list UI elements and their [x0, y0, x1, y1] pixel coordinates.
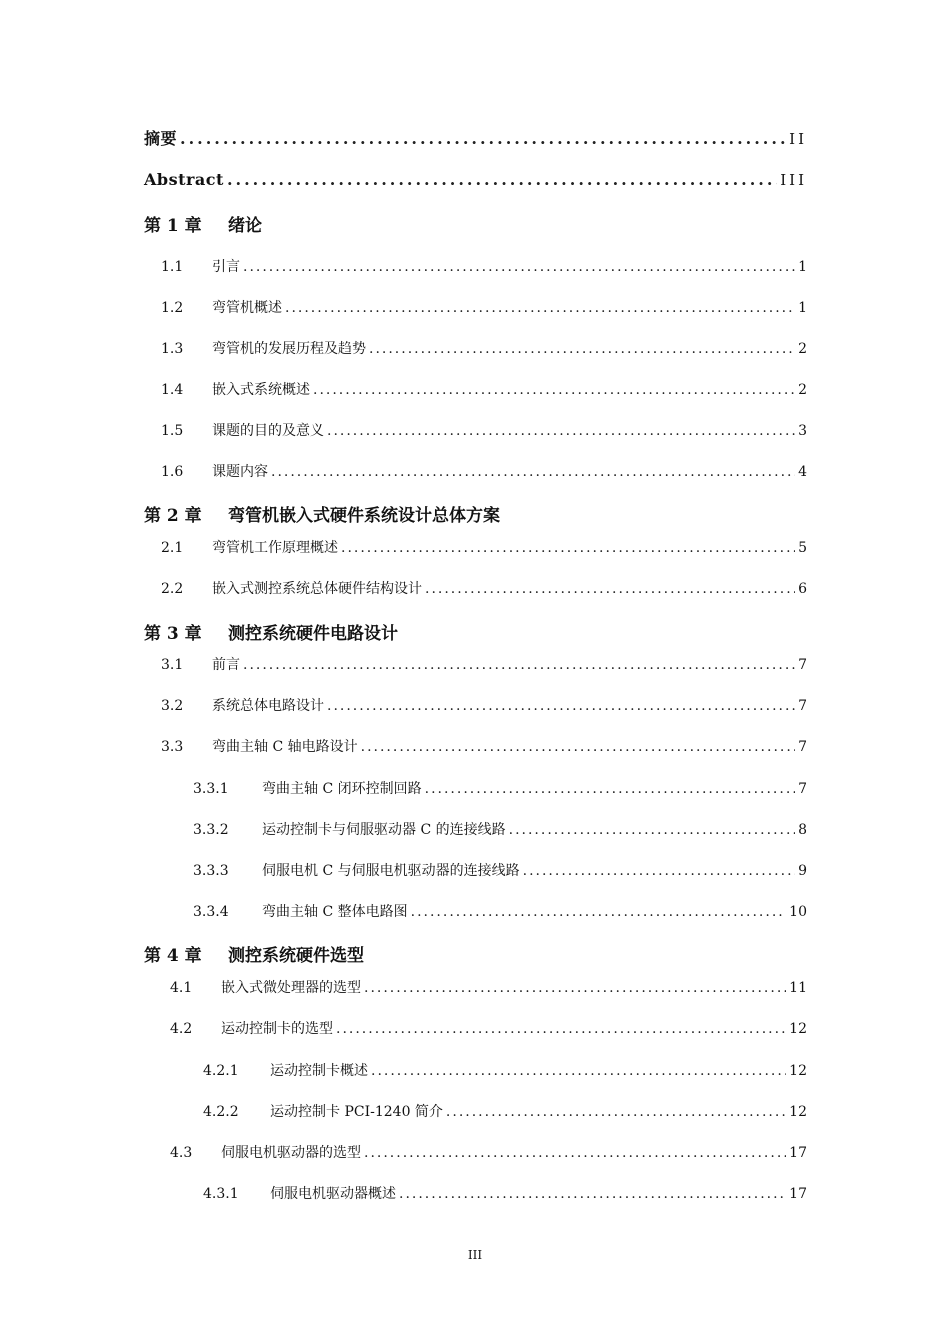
toc-entry[interactable] — [161, 695, 807, 715]
dot-leader — [243, 259, 795, 275]
section-number: 4.1 — [170, 980, 193, 996]
toc-entry[interactable] — [203, 1183, 807, 1203]
toc-entry[interactable] — [193, 901, 807, 921]
dot-leader — [327, 423, 795, 439]
toc-entry-title: Abstract — [144, 170, 224, 189]
dot-leader — [364, 1145, 786, 1161]
section-title: 运动控制卡与伺服驱动器 C 的连接线路 — [262, 822, 506, 838]
toc-entry[interactable] — [170, 977, 807, 997]
chapter-title: 弯管机嵌入式硬件系统设计总体方案 — [228, 506, 500, 526]
section-page: 7 — [798, 698, 807, 714]
dot-leader — [336, 1021, 786, 1037]
dot-leader — [523, 863, 795, 879]
section-number: 1.2 — [161, 300, 184, 316]
section-number: 3.3 — [161, 739, 184, 755]
chapter-number: 第 4 章 — [144, 946, 202, 966]
dot-leader — [341, 540, 795, 556]
dot-leader — [425, 781, 795, 797]
section-number: 3.1 — [161, 657, 184, 673]
section-number: 2.2 — [161, 581, 184, 597]
section-page: 2 — [798, 341, 807, 357]
toc-entry[interactable] — [170, 1142, 807, 1162]
section-title: 弯管机概述 — [212, 300, 282, 316]
toc-entry[interactable] — [161, 338, 807, 358]
toc-entry[interactable] — [161, 461, 807, 481]
section-title: 弯管机的发展历程及趋势 — [212, 341, 366, 357]
toc-entry[interactable] — [193, 778, 807, 798]
section-title: 运动控制卡概述 — [270, 1063, 368, 1079]
toc-entry[interactable] — [203, 1060, 807, 1080]
section-page: 6 — [798, 581, 807, 597]
chapter-title: 绪论 — [228, 216, 262, 236]
toc-entry[interactable] — [161, 379, 807, 399]
toc-entry-title: 摘要 — [144, 129, 178, 148]
section-page: 7 — [798, 657, 807, 673]
toc-entry[interactable] — [161, 736, 807, 756]
section-number: 4.2 — [170, 1021, 193, 1037]
toc-entry[interactable] — [161, 537, 807, 557]
toc-entry-abstract-cn[interactable] — [144, 126, 807, 149]
section-title: 课题内容 — [212, 464, 268, 480]
section-page: 12 — [789, 1021, 807, 1037]
section-title: 伺服电机驱动器的选型 — [221, 1145, 361, 1161]
section-number: 4.2.1 — [203, 1063, 239, 1079]
section-title: 运动控制卡 PCI-1240 简介 — [270, 1104, 443, 1120]
dot-leader — [243, 657, 795, 673]
dot-leader — [327, 698, 795, 714]
chapter-heading-4[interactable] — [144, 941, 364, 966]
toc-entry[interactable] — [161, 654, 807, 674]
dot-leader — [371, 1063, 786, 1079]
chapter-title: 测控系统硬件选型 — [228, 946, 364, 966]
dot-leader — [399, 1186, 786, 1202]
toc-entry[interactable] — [203, 1101, 807, 1121]
dot-leader — [227, 170, 777, 189]
section-number: 3.2 — [161, 698, 184, 714]
section-page: 2 — [798, 382, 807, 398]
page-number-footer: III — [467, 1248, 483, 1262]
toc-entry-page: II — [789, 130, 807, 148]
section-page: 10 — [789, 904, 807, 920]
section-page: 12 — [789, 1104, 807, 1120]
dot-leader — [369, 341, 795, 357]
section-number: 3.3.4 — [193, 904, 229, 920]
dot-leader — [364, 980, 786, 996]
toc-entry-abstract-en[interactable] — [144, 170, 807, 189]
section-page: 4 — [798, 464, 807, 480]
toc-entry[interactable] — [161, 297, 807, 317]
dot-leader — [285, 300, 795, 316]
section-number: 1.4 — [161, 382, 184, 398]
section-number: 1.1 — [161, 259, 184, 275]
section-number: 4.3 — [170, 1145, 193, 1161]
toc-entry[interactable] — [161, 578, 807, 598]
section-title: 系统总体电路设计 — [212, 698, 324, 714]
toc-entry-page: III — [780, 171, 807, 189]
section-page: 3 — [798, 423, 807, 439]
section-page: 1 — [798, 259, 807, 275]
section-number: 3.3.3 — [193, 863, 229, 879]
chapter-title: 测控系统硬件电路设计 — [228, 624, 398, 644]
toc-entry[interactable] — [161, 256, 807, 276]
toc-entry[interactable] — [193, 819, 807, 839]
section-title: 弯曲主轴 C 轴电路设计 — [212, 739, 358, 755]
section-page: 8 — [798, 822, 807, 838]
chapter-number: 第 2 章 — [144, 506, 202, 526]
section-title: 伺服电机驱动器概述 — [270, 1186, 396, 1202]
section-number: 1.3 — [161, 341, 184, 357]
section-page: 7 — [798, 739, 807, 755]
dot-leader — [509, 822, 795, 838]
section-page: 17 — [789, 1145, 807, 1161]
toc-entry[interactable] — [193, 860, 807, 880]
dot-leader — [313, 382, 795, 398]
toc-entry[interactable] — [170, 1018, 807, 1038]
section-number: 3.3.1 — [193, 781, 229, 797]
section-title: 伺服电机 C 与伺服电机驱动器的连接线路 — [262, 863, 520, 879]
section-page: 9 — [798, 863, 807, 879]
dot-leader — [271, 464, 795, 480]
section-number: 1.5 — [161, 423, 184, 439]
section-number: 3.3.2 — [193, 822, 229, 838]
section-title: 嵌入式微处理器的选型 — [221, 980, 361, 996]
section-number: 2.1 — [161, 540, 184, 556]
chapter-number: 第 3 章 — [144, 624, 202, 644]
dot-leader — [180, 129, 786, 148]
section-page: 12 — [789, 1063, 807, 1079]
section-title: 嵌入式测控系统总体硬件结构设计 — [212, 581, 422, 597]
dot-leader — [425, 581, 795, 597]
dot-leader — [361, 739, 795, 755]
section-title: 课题的目的及意义 — [212, 423, 324, 439]
dot-leader — [411, 904, 787, 920]
section-title: 嵌入式系统概述 — [212, 382, 310, 398]
section-page: 11 — [789, 980, 807, 996]
toc-entry[interactable] — [161, 420, 807, 440]
section-number: 1.6 — [161, 464, 184, 480]
section-title: 弯管机工作原理概述 — [212, 540, 338, 556]
section-number: 4.3.1 — [203, 1186, 239, 1202]
chapter-heading-2[interactable] — [144, 501, 500, 526]
section-page: 17 — [789, 1186, 807, 1202]
chapter-number: 第 1 章 — [144, 216, 202, 236]
chapter-heading-3[interactable] — [144, 619, 398, 644]
section-page: 1 — [798, 300, 807, 316]
section-title: 引言 — [212, 259, 240, 275]
section-page: 7 — [798, 781, 807, 797]
section-page: 5 — [798, 540, 807, 556]
chapter-heading-1[interactable] — [144, 211, 262, 236]
section-number: 4.2.2 — [203, 1104, 239, 1120]
section-title: 弯曲主轴 C 整体电路图 — [262, 904, 408, 920]
dot-leader — [446, 1104, 786, 1120]
section-title: 弯曲主轴 C 闭环控制回路 — [262, 781, 422, 797]
section-title: 运动控制卡的选型 — [221, 1021, 333, 1037]
section-title: 前言 — [212, 657, 240, 673]
